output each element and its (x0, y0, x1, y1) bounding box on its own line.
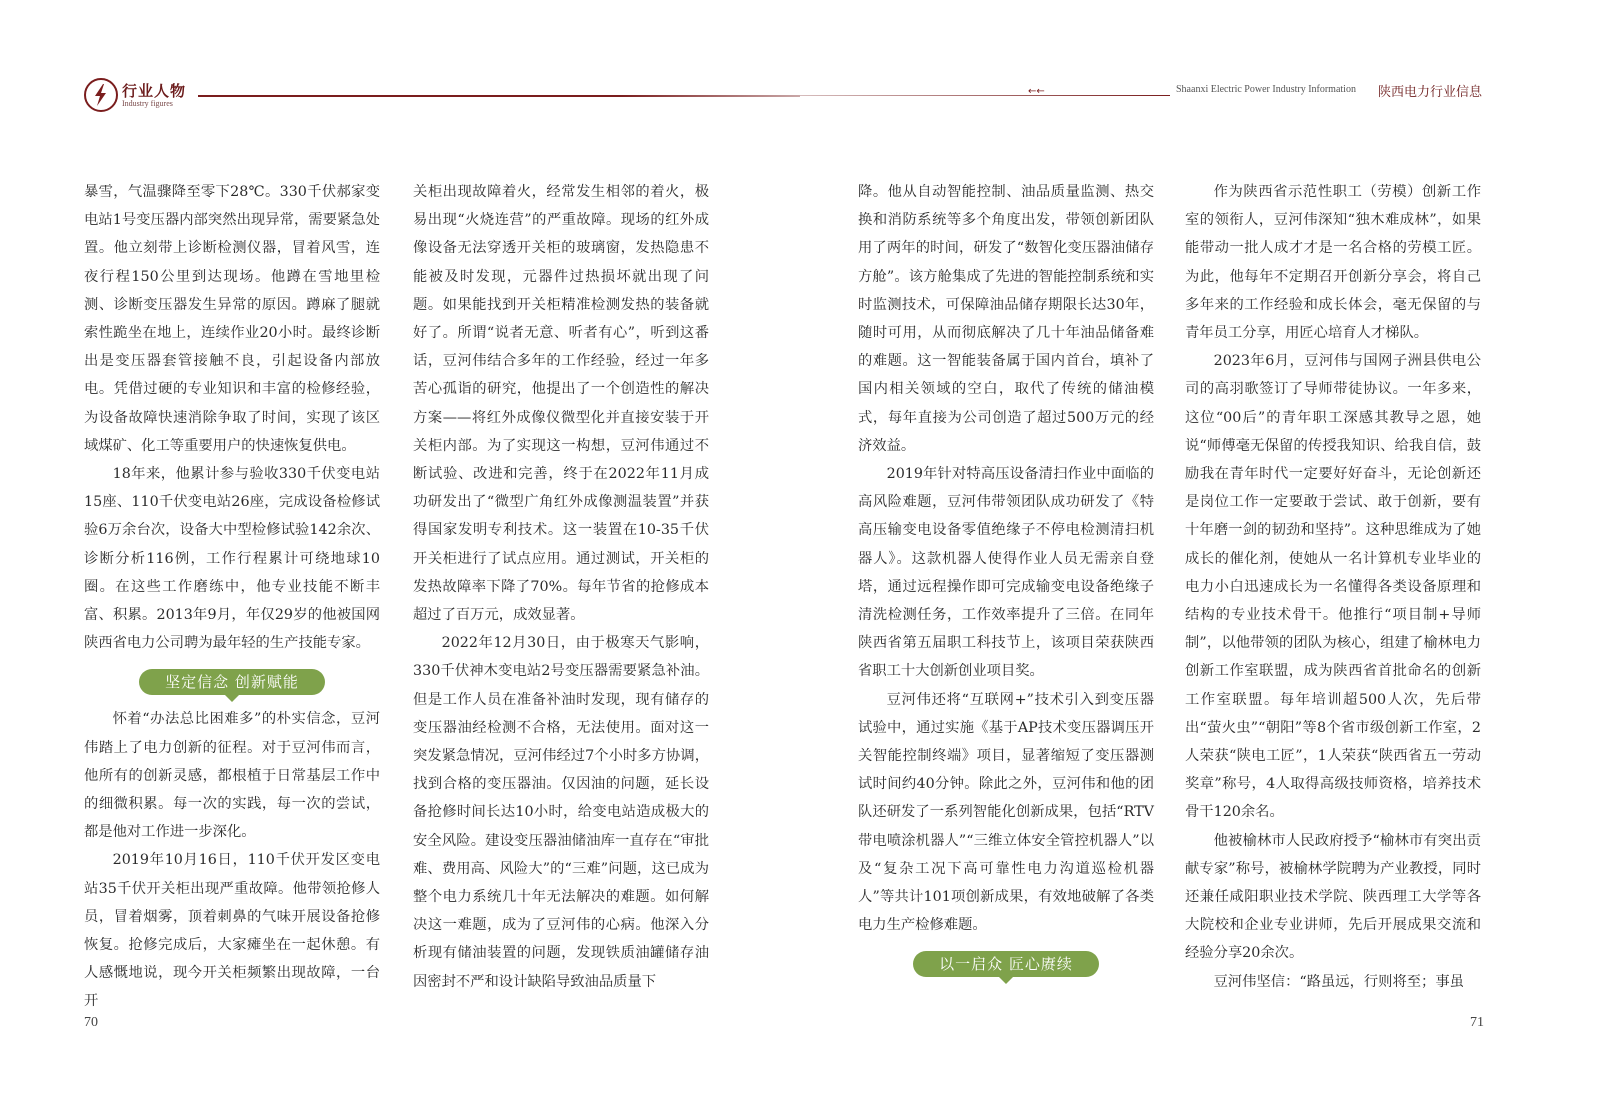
paragraph: 豆河伟还将“互联网+”技术引入到变压器试验中，通过实施《基于AP技术变压器调压开关智能控制终端》项目，显著缩短了变压器测试时间约40分钟。除此之外，豆河伟和他的团队还研发了一系列智能化创新成果，包括“RTV带电喷涂机器人”“三维立体安全管控机器人”以及“复杂工况下高可靠性电力沟道巡检机器人”等共计101项创新成果，有效地破解了各类电力生产检修难题。 (858, 691, 1154, 934)
left-column-2 (413, 178, 709, 996)
section-heading: 以一启众 匠心赓续 (913, 951, 1099, 977)
lightning-bolt-icon (84, 78, 118, 112)
paragraph: 关柜出现故障着火，经常发生相邻的着火，极易出现“火烧连营”的严重故障。现场的红外成像设备无法穿透开关柜的玻璃窗，发热隐患不能被及时发现，元器件过热损坏就出现了问题。如果能找到开关柜精准检测发热的装备就好了。所谓“说者无意、听者有心”，听到这番话，豆河伟结合多年的工作经验，经过一年多苦心孤诣的研究，他提出了一个创造性的解决方案——将红外成像仪微型化并直接安装于开关柜内部。为了实现这一构想，豆河伟通过不断试验、改进和完善，终于在2022年11月成功研发出了“微型广角红外成像测温装置”并获得国家发明专利技术。这一装置在10-35千伏开关柜进行了试点应用。通过测试，开关柜的发热故障率下降了70%。每年节省的抢修成本超过了百万元，成效显著。 (413, 184, 709, 624)
paragraph: 2019年针对特高压设备清扫作业中面临的高风险难题，豆河伟带领团队成功研发了《特高压输变电设备零值绝缘子不停电检测清扫机器人》。这款机器人使得作业人员无需亲自登塔，通过远程操作即可完成输变电设备绝缘子清洗检测任务，工作效率提升了三倍。在同年陕西省第五届职工科技节上，该项目荣获陕西省职工十大创新创业项目奖。 (858, 466, 1154, 680)
paragraph: 暴雪，气温骤降至零下28℃。330千伏郝家变电站1号变压器内部突然出现异常，需要紧急处置。他立刻带上诊断检测仪器，冒着风雪，连夜行程150公里到达现场。他蹲在雪地里检测、诊断变压器发生异常的原因。蹲麻了腿就索性跪坐在地上，连续作业20小时。最终诊断出是变压器套管接触不良，引起设备内部放电。凭借过硬的专业知识和丰富的检修经验，为设备故障快速消除争取了时间，实现了该区域煤矿、化工等重要用户的快速恢复供电。 (84, 184, 380, 454)
paragraph: 怀着“办法总比困难多”的朴实信念，豆河伟踏上了电力创新的征程。对于豆河伟而言，他所有的创新灵感，都根植于日常基层工作中的细微积累。每一次的实践，每一次的尝试，都是他对工作进一步深化。 (84, 711, 380, 841)
brand-english: Shaanxi Electric Power Industry Information (1176, 84, 1356, 95)
header-rule (198, 95, 800, 97)
section-subtitle: Industry figures (122, 99, 173, 108)
right-column-2 (1185, 178, 1481, 996)
header-rule (800, 95, 1170, 96)
section-heading: 坚定信念 创新赋能 (139, 669, 325, 695)
right-column-1 (858, 178, 1154, 987)
page-number: 70 (84, 1015, 98, 1030)
paragraph: 降。他从自动智能控制、油品质量监测、热交换和消防系统等多个角度出发，带领创新团队用了两年的时间，研发了“数智化变压器油储存方舱”。该方舱集成了先进的智能控制系统和实时监测技术，可保障油品储存期限长达30年，随时可用，从而彻底解决了几十年油品储备难的难题。这一智能装备属于国内首台，填补了国内相关领域的空白，取代了传统的储油模式，每年直接为公司创造了超过500万元的经济效益。 (858, 184, 1154, 454)
right-page (800, 0, 1600, 1093)
page-number: 71 (1470, 1015, 1484, 1030)
paragraph: 18年来，他累计参与验收330千伏变电站15座、110千伏变电站26座，完成设备检修试验6万余台次，设备大中型检修试验142余次、诊断分析116例，工作行程累计可绕地球10圈。在这些工作磨练中，他专业技能不断丰富、积累。2013年9月，年仅29岁的他被国网陕西省电力公司聘为最年轻的生产技能专家。 (84, 466, 380, 652)
arrow-icon: ←← (1028, 86, 1045, 97)
section-title: 行业人物 (122, 82, 187, 100)
paragraph: 2019年10月16日，110千伏开发区变电站35千伏开关柜出现严重故障。他带领抢修人员，冒着烟雾，顶着刺鼻的气味开展设备抢修恢复。抢修完成后，大家瘫坐在一起休憩。有人感慨地说，现今开关柜频繁出现故障，一台开 (84, 852, 380, 1010)
brand-chinese: 陕西电力行业信息 (1378, 85, 1483, 100)
paragraph: 豆河伟坚信：“路虽远，行则将至；事虽 (1213, 973, 1464, 990)
left-column-1 (84, 178, 380, 1016)
paragraph: 他被榆林市人民政府授予“榆林市有突出贡献专家”称号，被榆林学院聘为产业教授，同时还兼任咸阳职业技术学院、陕西理工大学等各大院校和企业专业讲师，先后开展成果交流和经验分享20余次。 (1185, 832, 1481, 962)
paragraph: 2023年6月，豆河伟与国网子洲县供电公司的高羽歌签订了导师带徒协议。一年多来，这位“00后”的青年职工深感其教导之恩，她说“师傅毫无保留的传授我知识、给我自信，鼓励我在青年时代一定要好好奋斗，无论创新还是岗位工作一定要敢于尝试、敢于创新，要有十年磨一剑的韧劲和坚持”。这种思维成为了她成长的催化剂，使她从一名计算机专业毕业的电力小白迅速成长为一名懂得各类设备原理和结构的专业技术骨干。他推行“项目制+导师制”，以他带领的团队为核心，组建了榆林电力创新工作室联盟，成为陕西省首批命名的创新工作室联盟。每年培训超500人次，先后带出“萤火虫”“朝阳”等8个省市级创新工作室，2人荣获“陕电工匠”，1人荣获“陕西省五一劳动奖章”称号，4人取得高级技师资格，培养技术骨干120余名。 (1185, 353, 1481, 821)
paragraph: 作为陕西省示范性职工（劳模）创新工作室的领衔人，豆河伟深知“独木难成林”，如果能带动一批人成才才是一名合格的劳模工匠。为此，他每年不定期召开创新分享会，将自己多年来的工作经验和成长体会，毫无保留的与青年员工分享，用匠心培育人才梯队。 (1185, 184, 1481, 342)
paragraph: 2022年12月30日，由于极寒天气影响，330千伏神木变电站2号变压器需要紧急补油。但是工作人员在准备补油时发现，现有储存的变压器油经检测不合格，无法使用。面对这一突发紧急情况，豆河伟经过7个小时多方协调，找到合格的变压器油。仅因油的问题，延长设备抢修时间长达10小时，给变电站造成极大的安全风险。建设变压器油储油库一直存在“审批难、费用高、风险大”的“三难”问题，这已成为整个电力系统几十年无法解决的难题。如何解决这一难题，成为了豆河伟的心病。他深入分析现有储油装置的问题，发现铁质油罐储存油因密封不严和设计缺陷导致油品质量下 (413, 635, 709, 990)
